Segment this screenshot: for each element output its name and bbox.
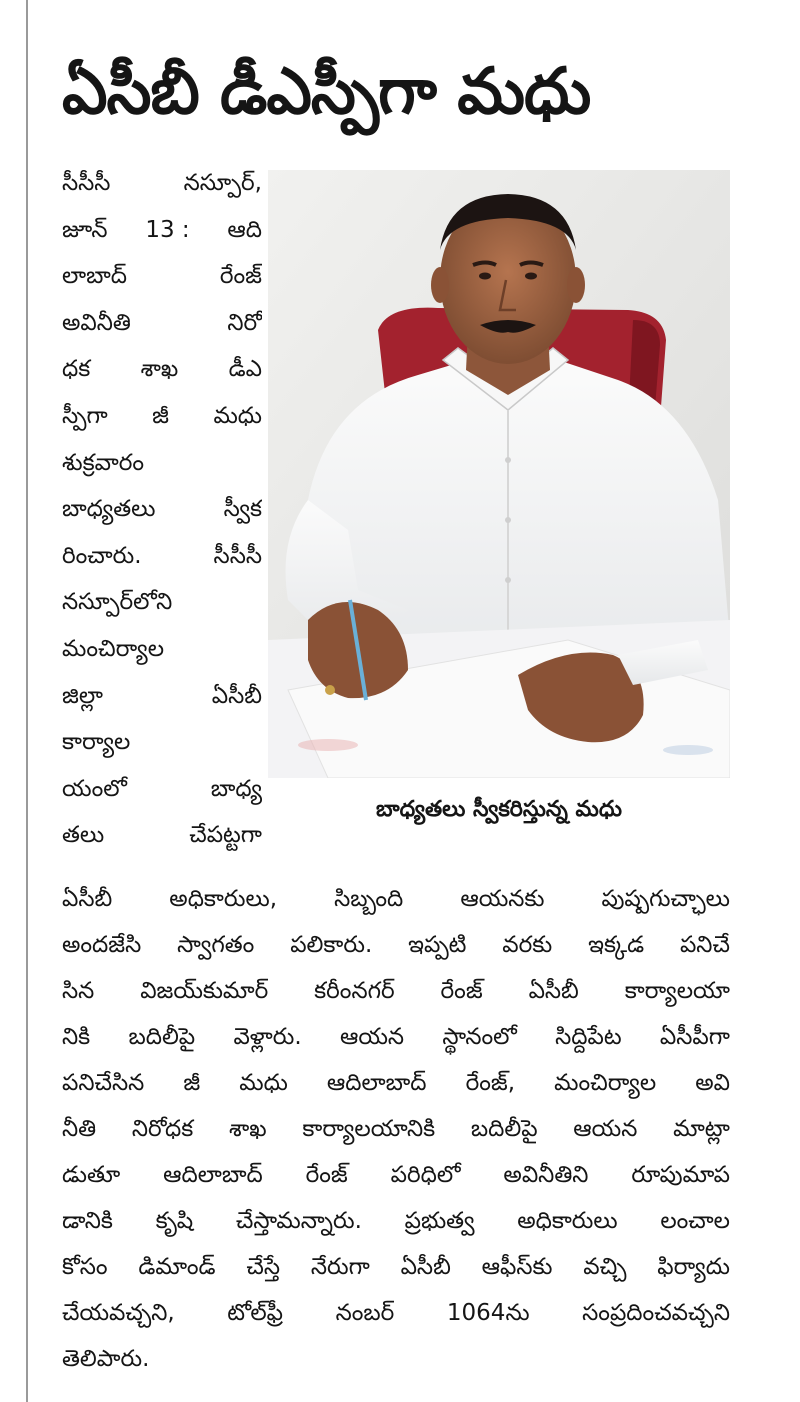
word: పుష్పగుచ్ఛాలు [601,886,730,912]
word: ఆదిలాబాద్ [326,1070,427,1096]
word: శుక్రవారం [62,449,145,476]
word: ప్రభుత్వ [404,1208,475,1234]
word: నంబర్ [335,1300,395,1326]
word: అధికారులు, [169,886,278,912]
word: స్వీక [223,496,262,523]
word: రేంజ్, [465,1070,516,1096]
word: రించారు. [62,542,142,569]
word: డిమాండ్ [138,1254,216,1280]
word: నిరోధక [131,1116,194,1142]
body-text-line [62,876,730,922]
column-text-line [62,393,262,440]
word: జిల్లా [62,682,103,709]
word: సిబ్బంది [334,886,404,912]
body-text-line [62,968,730,1014]
headline: ఏసీబీ డీఎస్పీగా మధు [62,55,591,129]
word: డానికి [62,1208,113,1234]
word: నస్పూర్, [183,170,262,196]
body-text-line [62,1014,730,1060]
word: ఆయన [573,1116,638,1142]
word: చేస్తే [246,1254,281,1280]
word: యంలో [62,775,127,802]
word: రూపుమాప [631,1162,730,1188]
word: సంప్రదించవచ్చని [582,1300,730,1326]
word: 13 : [145,216,190,243]
column-text-line [62,673,262,720]
word: పరిధిలో [390,1162,461,1188]
column-text-line [62,766,262,813]
word: ఏసీబీ [62,886,113,912]
word: కార్యాల [62,729,131,756]
word: చేయవచ్చని, [62,1300,175,1326]
column-text-line [62,253,262,300]
word: పనిచేసిన [62,1070,145,1096]
word: కార్యాలయానికి [302,1116,436,1142]
column-divider-rule [26,0,28,1402]
word: నస్పూర్‌లోని [62,589,173,616]
word: జీ [152,402,169,429]
word: విజయ్‌కుమార్ [140,978,269,1004]
word: తలు [62,822,105,849]
column-text-line [62,579,262,626]
word: ఇప్పటి [408,932,467,958]
word: సిన [62,978,95,1004]
column-text-line [62,719,262,766]
word: సీసీసీ [62,170,111,196]
word: అవినీతిని [503,1162,589,1188]
word: మంచిర్యాల [554,1070,657,1096]
word: శాఖ [228,1116,267,1142]
word: మధు [239,1070,288,1096]
word: ధక [62,356,91,383]
word: స్పీగా [62,402,108,429]
word: రేంజ్ [440,978,483,1004]
column-text-line [62,346,262,393]
word: నీతి [62,1116,97,1142]
column-text-line [62,440,262,487]
word: బదిలీపై [128,1024,196,1050]
word: డుతూ [62,1162,121,1188]
body-text-line [62,1290,730,1336]
word: ఏసీపీగా [659,1024,730,1050]
word: ఆయనకు [460,886,545,912]
article-body-text [62,876,730,1382]
word: జీ [183,1070,201,1096]
body-text-line [62,1198,730,1244]
word: సీసీసీ [213,542,262,569]
word: తెలిపారు. [62,1346,150,1372]
word: ఆయన [339,1024,405,1050]
photo-illustration [268,170,730,778]
word: ఆఫీస్‌కు [481,1254,553,1280]
column-text-line [62,626,262,673]
word: వచ్చి [583,1254,627,1280]
word: అవి [695,1070,730,1096]
column-text-line [62,533,262,580]
word: అందజేసి [62,932,142,958]
word: చేపట్టగా [189,822,262,849]
word: వరకు [502,932,553,958]
body-text-line [62,1060,730,1106]
body-text-line [62,1106,730,1152]
word: ఆది [227,216,262,243]
word: వెళ్లారు. [233,1024,302,1050]
body-text-line [62,922,730,968]
word: సిద్దిపేట [555,1024,622,1050]
word: నేరుగా [310,1254,370,1280]
word: కృషి [155,1208,194,1234]
word: బదిలీపై [470,1116,538,1142]
word: మధు [213,402,262,429]
word: అవినీతి [62,309,131,336]
word: శాఖ [140,356,179,383]
column-text-line [62,486,262,533]
column-text-line [62,300,262,347]
word: లాబాద్ [62,263,127,290]
word: బాధ్యతలు [62,496,156,523]
word: రేంజ్ [305,1162,348,1188]
body-text-line [62,1336,730,1382]
body-text-line [62,1152,730,1198]
word: రేంజ్ [219,263,262,290]
photo-madhu [268,170,730,778]
word: కోసం [62,1254,108,1280]
photo-caption: బాధ్యతలు స్వీకరిస్తున్న మధు [376,797,622,822]
word: బాధ్య [210,775,262,802]
word: టోల్‌ఫ్రీ [227,1300,284,1326]
column-text-line [62,812,262,859]
word: జూన్ [62,216,108,243]
article-column-text [62,160,262,859]
word: నికి [62,1024,91,1050]
word: డీఎ [228,356,262,383]
word: మంచిర్యాల [62,635,165,662]
body-text-line [62,1244,730,1290]
word: కరీంనగర్ [314,978,395,1004]
column-text-line [62,160,262,207]
word: స్థానంలో [442,1024,517,1050]
word: పలికారు. [290,932,373,958]
column-text-line [62,207,262,254]
word: కార్యాలయా [624,978,730,1004]
word: ఆదిలాబాద్ [163,1162,263,1188]
word: ఫిర్యాదు [657,1254,730,1280]
word: పనిచే [679,932,730,958]
word: అధికారులు [517,1208,618,1234]
word: మాట్లా [673,1116,730,1142]
word: ఇక్కడ [588,932,645,958]
word: ఏసీబీ [400,1254,451,1280]
word: చేస్తామన్నారు. [235,1208,362,1234]
word: లంచాల [660,1208,730,1234]
word: నిరో [227,309,262,336]
word: 1064ను [446,1300,530,1326]
word: స్వాగతం [177,932,255,958]
word: ఏసీబీ [211,682,262,709]
word: ఏసీబీ [528,978,579,1004]
